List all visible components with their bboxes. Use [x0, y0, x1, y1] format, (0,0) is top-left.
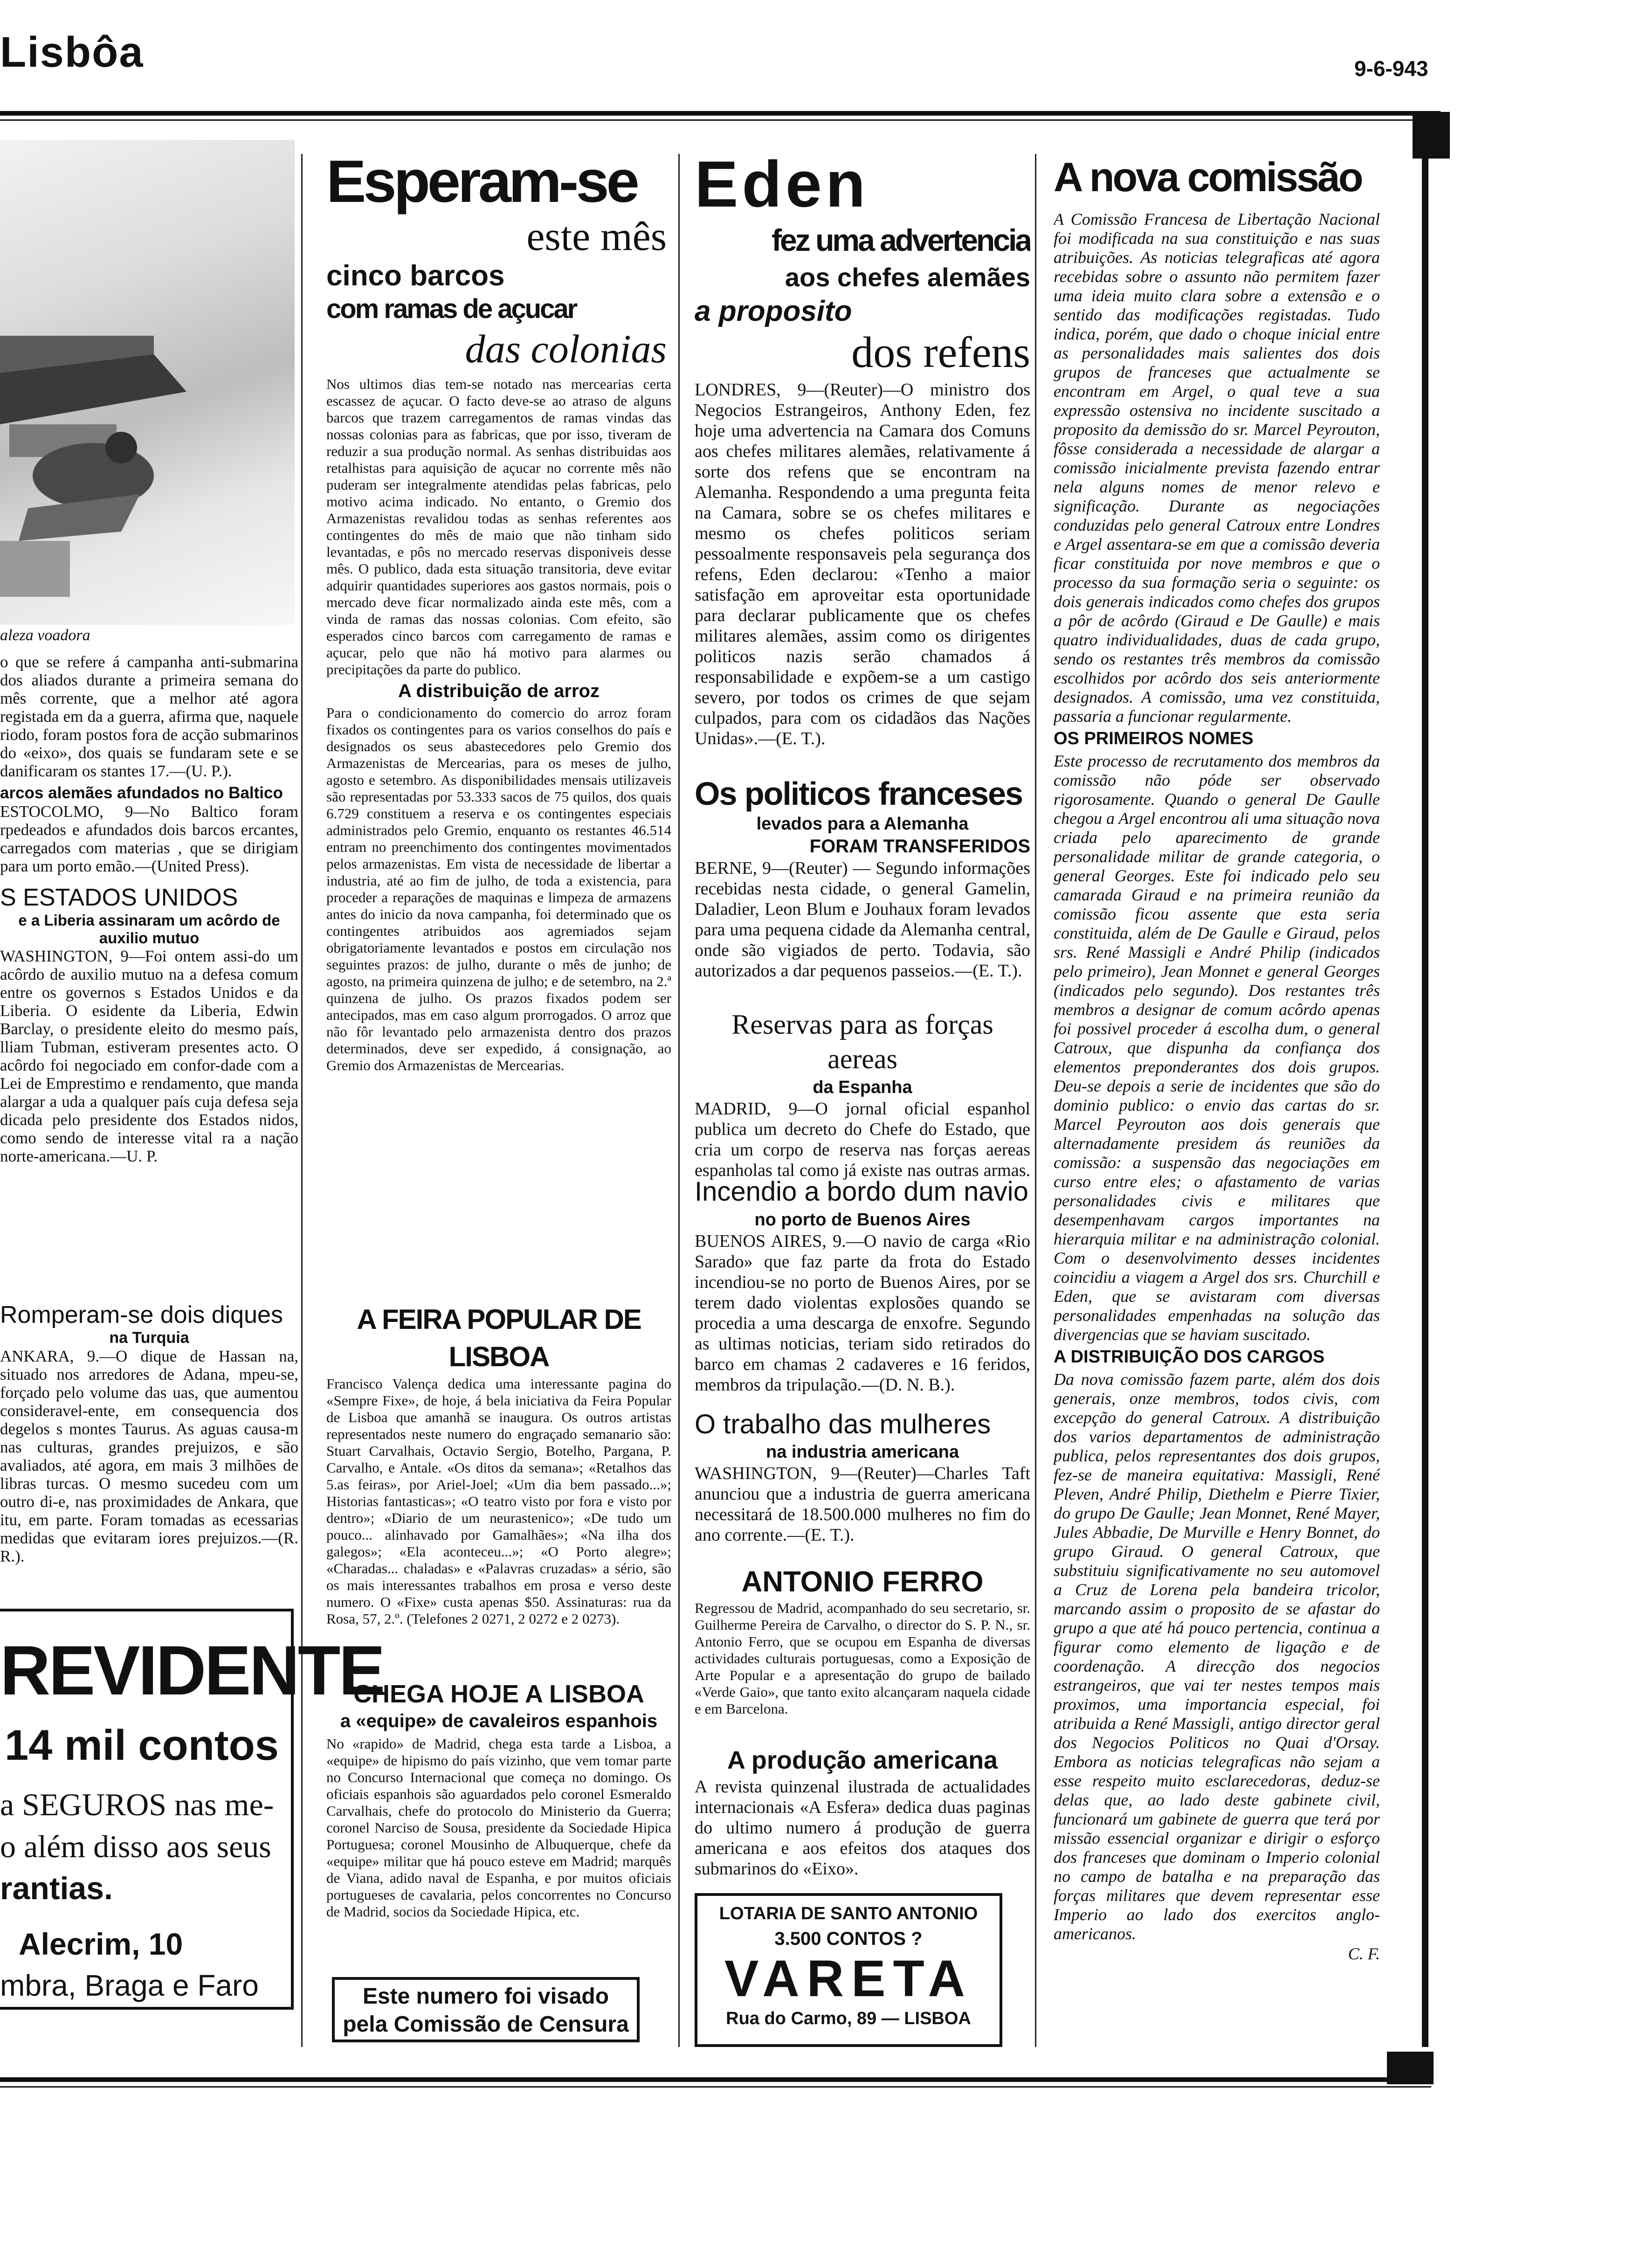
horsemen-article-text: No «rapido» de Madrid, chega esta tarde a Lisboa, a «equipe» de hipismo do país vizinho, que vem tomar parte no Concurso Internacional que começa no domingo. Os oficiais espanhois são aguardados pelo coronel Esmeraldo Carvalhais, chefe do protocolo do Ministerio da Guerra; coronel Narciso de Sousa, presidente da Sociedade Hipica Portuguesa; coronel Mousinho de Albuquerque, chefe da «equipe» militar que há pouco esteve em Madrid; marquês de Viana, adido naval de Espanha, e por muitos oficiais portugueses de cavalaria, pelos concorrentes no Concurso de Madrid, socios da Sociedade Hipica, etc. [326, 1736, 671, 1920]
horsemen-headline: CHEGA HOJE A LISBOA [353, 1680, 645, 1708]
ad-address: Alecrim, 10 [19, 1927, 183, 1961]
posts-distribution-subheadline: A DISTRIBUIÇÃO DOS CARGOS [1054, 1347, 1325, 1367]
women-article [695, 1408, 1030, 1562]
eden-headline-4: a proposito [695, 295, 852, 327]
fair-article [326, 1301, 671, 1683]
column-divider [1035, 154, 1036, 2047]
production-headline: A produção americana [727, 1746, 998, 1774]
first-names-subheadline: OS PRIMEIROS NOMES [1054, 729, 1254, 748]
censorship-notice [332, 1977, 640, 2042]
left-column-news [0, 653, 298, 1296]
horsemen-subheadline: a «equipe» de cavaleiros espanhois [340, 1711, 658, 1731]
eden-headline-2: fez uma advertencia [772, 223, 1030, 257]
politicians-headline: Os politicos franceses [695, 775, 1022, 812]
production-article-text: A revista quinzenal ilustrada de actualidades internacionais «A Esfera» dedica duas paginas do ultimo numero á produção de guerra americana e aos efeitos dos ataques dos submarinos do «Eixo». [695, 1777, 1030, 1879]
author-signature: C. F. [1348, 1944, 1380, 1963]
sugar-headline-3: cinco barcos [326, 260, 505, 292]
politicians-subheadline-2: FORAM TRANSFERIDOS [809, 836, 1030, 857]
sugar-headline-5: das colonias [465, 326, 667, 371]
bottom-rule-thin [0, 2086, 1431, 2088]
top-rule-thin [0, 119, 1413, 121]
right-border [1422, 154, 1428, 2047]
fire-subheadline: no porto de Buenos Aires [754, 1210, 971, 1230]
issue-date: 9-6-943 [1354, 56, 1428, 81]
women-headline: O trabalho das mulheres [695, 1409, 991, 1439]
insurance-ad [0, 1609, 384, 2010]
fair-article-text: Francisco Valença dedica uma interessante pagina do «Sempre Fixe», de hoje, á bela iniciativa da Feira Popular de Lisboa que amanhã se inaugura. Os outros artistas representados neste numero do engraçado semanario são: Stuart Carvalhais, Octavio Sergio, Botelho, Pargana, P. Carvalho, e Antale. «Os ditos da semana»; «Retalhos das 5.as feiras», por Ariel-Joel; «Um dia bem passado...»; Historias fantasticas»; «O teatro visto por fora e visto por dentro»; «Diario de um neurastenico»; «De tudo um pouco... alinhavado por Gamalhães»; «Na ilha dos galegos»; «Ela aconteceu...»; «O Porto alegre»; «Charadas... chaladas» e «Palavras cruzadas» a sério, são os mais interessantes trabalhos em prosa e verso deste numero. O «Fixe» custa apenas $50. Assinaturas: rua da Rosa, 57, 2.º. (Telefones 2 0271, 2 0272 e 2 0273). [326, 1376, 671, 1627]
women-article-text: WASHINGTON, 9—(Reuter)—Charles Taft anunciou que a industria de guerra americana necessitará de 18.500.000 mulheres no fim do ano corrente.—(E. T.). [695, 1464, 1030, 1545]
top-corner-block [1413, 112, 1450, 159]
air-reserves-subheadline: da Espanha [813, 1078, 912, 1097]
first-names-text: Este processo de recrutamento dos membros da comissão não póde ser observado rigorosamente. Quando o general De Gaulle chegou a Argel encontrou ali uma situação nova criada pelo aparecimento de grande personalidade militar de grande categoria, o general Georges. Este foi indicado pelo seu camarada Giraud e na primeira reunião da comissão ficou assente que esta seria constituida, além de De Gaulle e Giraud, pelos srs. René Massigli e André Philip (indicados pelo primeiro), Jean Monnet e general Georges (indicados pelo segundo). Dos restantes três membros a designar de comum acôrdo apenas foi possivel proceder á escolha dum, o general Catroux, que dispunha da confiança dos elementos preponderantes dos dois grupos. Deu-se depois a serie de incidentes que são do dominio publico: o envio das cartas do sr. Marcel Peyrouton aos dois generais que alternadamente presidem ás reuniões da comissão: a suspensão das negociações em curso entre eles; o afastamento de varias personalidades civis e militares que desempenhavam cargos importantes na hierarquia militar e na administração colonial. Com o desenvolvimento desses incidentes coincidiu a viagem a Argel dos srs. Churchill e Eden, que se avistaram com diversas personalidades empenhadas na solução das divergencias que se haviam suscitado. [1054, 752, 1380, 1344]
ad-capital: 14 mil contos [5, 1722, 279, 1769]
rice-article-text: Para o condicionamento do comercio do arroz foram fixados os contingentes para os varios conselhos do país e designados os seus abastecedores pelo Gremio dos Armazenistas de Mercearias, para os meses de julho, agosto e setembro. As disponibilidades mensais utilizaveis são representadas por 53.333 sacos de 75 quilos, dos quais 6.729 constituem a reserva e os contingentes especiais administrados pelo Gremio, enquanto os restantes 46.514 entram no preenchimento dos contingentes movimentados pelos armazenistas. Em vista de necessidade de libertar a industria, até ao fim de julho, de toda a existencia, para proceder a reparações de maquinas e limpeza de armazens antes do inicio da nova campanha, foi determinado que os contingentes atribuidos aos agremiados sejam obrigatoriamente levantados e postos em circulação nos seguintes prazos: de julho, durante o mês de junho; de agosto, na primeira quinzena de julho; e de setembro, na 2.ª quinzena de julho. Os prazos fixados podem ser antecipados, mas em caso algum prorrogados. O arroz que não fôr levantado pelo armazenista dentro dos prazos determinados, deve ser expedido, á consignação, ao Gremio dos Armazenistas de Mercearias. [326, 705, 671, 1073]
commission-headline: A nova comissão [1054, 154, 1362, 200]
photo-caption: aleza voadora [0, 627, 90, 644]
ferro-article [695, 1564, 1030, 1751]
rice-subheadline: A distribuição de arroz [398, 681, 600, 701]
column-divider [301, 154, 303, 2047]
lottery-address: Rua do Carmo, 89 — LISBOA [726, 2009, 971, 2028]
commission-article [1054, 149, 1380, 2056]
us-subheadline: e a Liberia assinaram um acôrdo de auxilio mutuo [18, 912, 280, 947]
politicians-article [695, 774, 1030, 993]
eden-article [695, 149, 1030, 769]
fire-headline: Incendio a bordo dum navio [695, 1176, 1028, 1207]
air-reserves-article [695, 1007, 1030, 1180]
sugar-headline-2: este mês [526, 214, 667, 259]
fire-article [695, 1175, 1030, 1408]
top-rule-thick [0, 111, 1441, 116]
politicians-subheadline-1: levados para a Alemanha [756, 814, 969, 834]
ad-line-beyond: o além disso aos seus [0, 1829, 271, 1864]
ferro-headline: ANTONIO FERRO [741, 1566, 984, 1598]
us-article: WASHINGTON, 9—Foi ontem assi-do um acôrdo de auxilio mutuo na a defesa comum entre os governos s Estados Unidos e da Liberia. O esidente da Liberia, Edwin Barclay, o presidente eleito do mesmo país, lliam Tubman, estiveram presentes acto. O acôrdo foi negociado em confor-dade com a Lei de Emprestimo e rendamento, que manda alargar a uda a qualquer país cuja defesa seja dicada pelo presidente dos Estados nidos, como sendo de interesse vital ra a nação norte-americana.—U. P. [0, 947, 298, 1165]
bottom-rule-thick [0, 2077, 1431, 2082]
sugar-article-text: Nos ultimos dias tem-se notado nas mercearias certa escassez de açucar. O facto deve-se ao atraso de alguns barcos que trazem carregamentos de ramas vindas das nossas colonias para as fabricas, que por isso, tiveram de reduzir a sua produção normal. As senhas distribuidas aos retalhistas para aquisição de açucar no corrente mês não puderam ser integralmente atendidas pelas fabricas, pelo motivo acima indicado. No entanto, o Gremio dos Armazenistas revalidou todas as senhas referentes aos contingentes do mês de maio que não tinham sido levantadas, e pôs no mercado reservas disponiveis desse mês. O publico, dada esta situação transitoria, deve evitar adquirir quantidades superiores aos gastos normais, pois o mercado deve ficar normalizado ainda este mês, com a vinda de ramas das nossas colonias. Com efeito, são esperados cinco barcos com carregamento de ramas e açucar, pelo que não há motivo para alarmes ou precipitações da parte do publico. [326, 376, 671, 678]
fair-headline: A FEIRA POPULAR DE LISBOA [357, 1304, 641, 1372]
censorship-line-2: pela Comissão de Censura [343, 2012, 629, 2037]
submarine-article: o que se refere á campanha anti-submarina dos aliados durante a primeira semana do mês corrente, que a melhor até agora registada em da a guerra, afirma que, naquele riodo, foram postos fora de acção submarinos do «eixo», dos quais se fundaram sete e se danificaram os stantes 17.—(U. P.). [0, 653, 298, 780]
ad-cities: mbra, Braga e Faro [0, 1969, 259, 2002]
aircraft-icon [0, 140, 295, 625]
eden-headline-1: Eden [695, 149, 869, 221]
baltic-article: ESTOCOLMO, 9—No Baltico foram rpedeados e afundados dois barcos ercantes, carregados com materias , que se dirigiam para um porto emão.—(United Press). [0, 802, 298, 875]
censorship-line-1: Este numero foi visado [362, 1984, 609, 2009]
sugar-headline-1: Esperam-se [326, 149, 637, 215]
dikes-headline: Romperam-se dois diques [0, 1301, 283, 1328]
newspaper-title: Lisbôa [0, 28, 144, 76]
eden-article-text: LONDRES, 9—(Reuter)—O ministro dos Negocios Estrangeiros, Anthony Eden, fez hoje uma advertencia na Camara dos Comuns aos chefes militares alemães, relativamente á sorte dos refens que se encontram na Alemanha. Respondendo a uma pregunta feita na Camara, sobre se os chefes militares e mesmo os chefes politicos seriam pessoalmente responsaveis pela segurança dos refens, Eden declarou: «Tenho a maior satisfação em aproveitar esta oportunidade para declarar publicamente que os chefes militares alemães, assim como os dirigentes politicos nazis serão chamados á responsabilidade e expõem-se a um castigo severo, por todos os crimes de que sejam culpados, para com os cidadãos das Nações Unidas».—(E. T.). [695, 380, 1030, 748]
dikes-article: ANKARA, 9.—O dique de Hassan na, situado nos arredores de Adana, mpeu-se, forçado pelo volume das uas, que aumentou consideravel-ente, em consequencia dos degelos s montes Taurus. As aguas causa-m nas culturas, grandes prejuizos, e são avaliados, até agora, em mais 3 milhões de libras turcas. O mesmo sucedeu com um outro di-e, nas proximidades de Ankara, que itu, em parte. Foram tomadas as ecessarias medidas que evitaram iores prejuizos.—(R. R.). [0, 1347, 298, 1565]
production-article [695, 1744, 1030, 1884]
ad-brand: REVIDENTE [0, 1631, 384, 1709]
posts-distribution-text: Da nova comissão fazem parte, além dos dois generais, onze membros, todos civis, com excepção do general Catroux. A distribuição dos varios departamentos de administração publica, pelos representantes dos dois grupos, fez-se de maneira equitativa: Massigli, René Pleven, André Philip, Diethelm e Pierre Tixier, do grupo De Gaulle; Jean Monnet, René Mayer, Jules Abbadie, De Murville e Henry Bonnet, do grupo Giraud. O general Catroux, que substituiu significativamente no seu automovel a Cruz de Lorena pela bandeira tricolor, marcando assim o proposito de se afastar do grupo a que até há pouco pertencia, continua a figurar como elemento de ligação e de coordenação. A direcção dos negocios estrangeiros, que vai ter nestes tempos mais proximos, uma importancia especial, foi atribuida a René Massigli, antigo director geral dos Negocios Politicos no Quai d'Orsay. Embora as noticias telegraficas não sejam a esse respeito muito esclarecedoras, deduz-se delas que, ao lado deste gabinete civil, funcionará um gabinete de guerra que terá por missão essencial organizar e dirigir o esforço dos franceses que dominam o Imperio colonial no campo de batalha e na preparação das forças militares que devem representar esse Imperio ao lado dos exercitos anglo-americanos. [1054, 1370, 1380, 1943]
women-subheadline: na industria americana [766, 1442, 959, 1462]
air-reserves-article-text: MADRID, 9—O jornal oficial espanhol publica um decreto do Chefe do Estado, que cria um corpo de reserva nas forças aereas espanholas tal como já existe nas outras armas. [695, 1099, 1030, 1180]
fire-article-text: BUENOS AIRES, 9.—O navio de carga «Rio Sarado» que faz parte da frota do Estado incendiou-se no porto de Buenos Aires, por se terem dado violentas explosões quando se procedia a uma descarga de enxofre. Segundo as ultimas noticias, teriam sido retirados do barco em chamas 2 cadaveres e 16 feridos, membros da tripulação.—(D. N. B.). [695, 1231, 1030, 1395]
column-divider [678, 154, 680, 2047]
lottery-title: LOTARIA DE SANTO ANTONIO [719, 1904, 978, 1923]
flying-boat-photo [0, 140, 295, 625]
sugar-headline-4: com ramas de açucar [326, 294, 577, 324]
left-column-dikes [0, 1301, 298, 1604]
politicians-article-text: BERNE, 9—(Reuter) — Segundo informações recebidas nesta cidade, o general Gamelin, Daladier, Leon Blum e Jouhaux foram levados para uma pequena cidade da Alemanha central, onde são vigiados de perto. Todavia, são autorizados a dar pequenos passeios.—(E. T.). [695, 858, 1030, 981]
us-headline: S ESTADOS UNIDOS [0, 884, 238, 911]
sugar-article-column [326, 149, 671, 1292]
dikes-subheadline: na Turquia [109, 1329, 189, 1347]
air-reserves-headline: Reservas para as forças aereas [731, 1009, 993, 1074]
lottery-prize: 3.500 CONTOS ? [774, 1929, 923, 1949]
eden-headline-5: dos refens [851, 328, 1030, 377]
baltic-headline: arcos alemães afundados no Baltico [0, 784, 283, 802]
lottery-ad [695, 1893, 1002, 2047]
horsemen-article [326, 1679, 671, 1958]
ad-line-guarantees: rantias. [0, 1871, 113, 1906]
commission-article-intro: A Comissão Francesa de Libertação Nacional foi modificada na sua constituição e nas suas atribuições. As noticias telegraficas até agora recebidas sobre o assunto não permitem fazer uma ideia muito clara sobre a extensão e o sentido das modificações registadas. Tudo indica, porém, que dado o choque inicial entre as personalidades mais salientes dos dois grupos de franceses que actualmente se encontram em Argel, o qual teve a sua expressão ostensiva no incidente suscitado a proposito da demissão do sr. Marcel Peyrouton, fôsse considerada a necessidade de alargar a comissão inicialmente prevista fazendo entrar nela alguns nomes de menor relevo e significação. Durante as negociações conduzidas pelo general Catroux entre Londres e Argel assentara-se em que a comissão deveria ficar constituida por nove membros e que o processo da sua formação seria o seguinte: os dois generais indicados como chefes dos grupos a pôr de acôrdo (Giraud e De Gaulle) e mais quatro individualidades, duas de cada grupo, sendo os restantes três membros da comissão escolhidos por acôrdo dos seis anteriormente designados. A comissão, uma vez constituida, passaria a funcionar regularmente. [1054, 210, 1380, 726]
lottery-brand: VARETA [724, 1950, 972, 2007]
ferro-article-text: Regressou de Madrid, acompanhado do seu secretario, sr. Guilherme Pereira de Carvalho, o director do S. P. N., sr. Antonio Ferro, que se ocupou em Espanha de diversas actividades culturais portuguesas, como a Exposição de Arte Popular e a apresentação do grupo de bailado «Verde Gaio», que tanto exito alcançaram naquela cidade e em Barcelona. [695, 1600, 1030, 1717]
ad-line-insurance: a SEGUROS nas me- [0, 1787, 274, 1822]
eden-headline-3: aos chefes alemães [785, 263, 1030, 292]
